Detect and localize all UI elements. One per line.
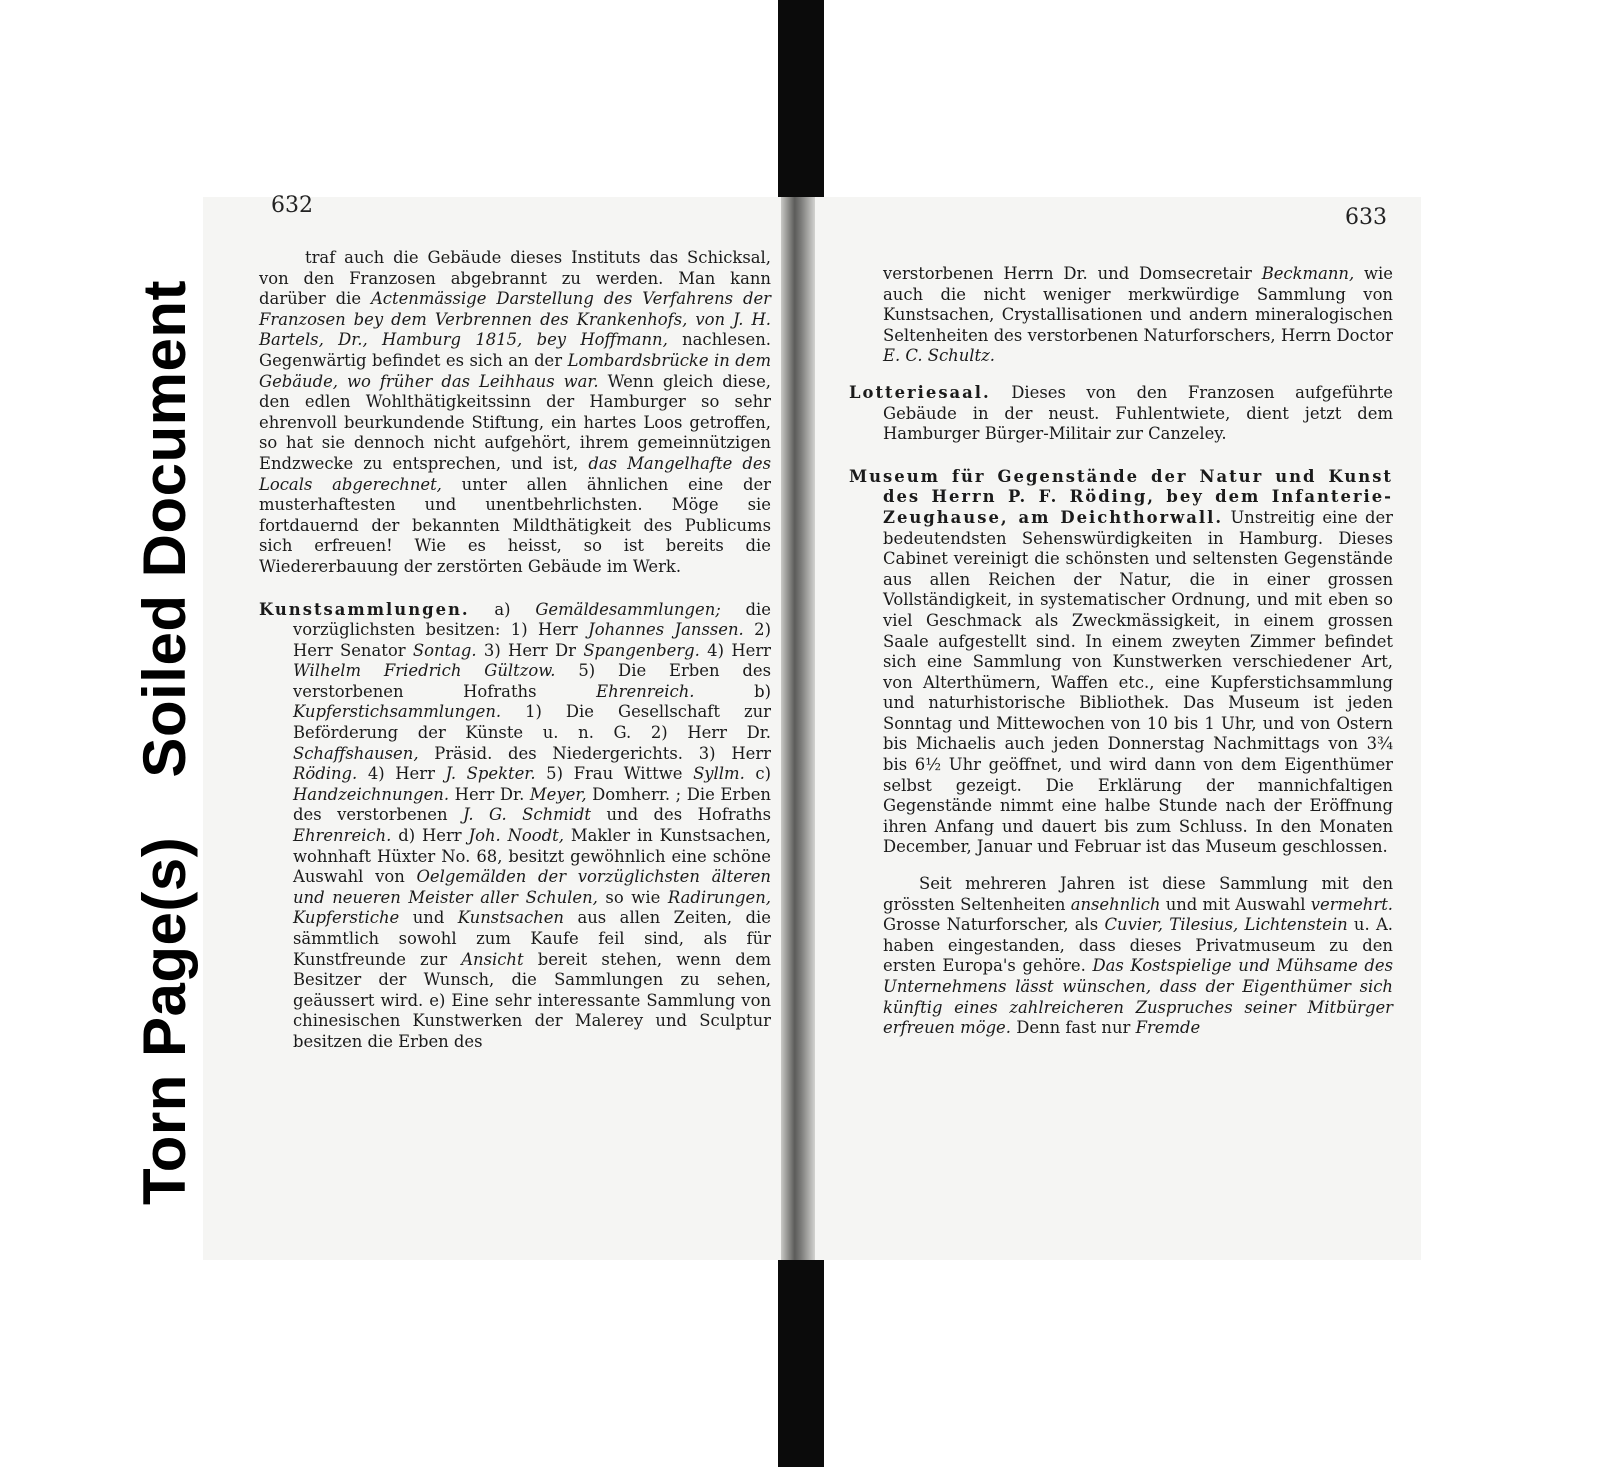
kunstsammlungen-body (293, 600, 771, 1051)
torn-pages-label: Torn Page(s) (131, 836, 198, 1205)
text-run: b) (694, 681, 771, 701)
italic-text-run: E. C. Schultz. (883, 346, 995, 366)
text-run: nachlesen. Gegenwärtig befindet es sich an der (259, 330, 771, 370)
italic-text-run: Kupferstichsammlungen. (293, 702, 502, 722)
italic-text-run: J. Spekter. (445, 764, 536, 784)
text-run: und (399, 908, 458, 928)
text-run: Domherr. ; Die Erben des verstorbenen (293, 784, 771, 825)
italic-text-run: Lombardsbrücke in dem Gebäude, wo früher das Leihhaus war. (259, 350, 772, 391)
text-run: a) (469, 599, 536, 619)
italic-text-run: Cuvier, Tilesius, Lichtenstein (1104, 915, 1348, 935)
italic-text-run: Ehrenreich. (596, 681, 695, 701)
text-run: 5) Die Erben des verstorbenen Hofraths (293, 661, 771, 701)
heading-kunstsammlungen: Kunstsammlungen. (259, 599, 470, 619)
italic-text-run: Gemäldesammlungen; (535, 599, 721, 619)
italic-text-run: Ansicht (461, 949, 524, 969)
right-page (815, 197, 1421, 1260)
page-number-right: 633 (1345, 205, 1387, 230)
text-run: Präsid. des Niedergerichts. 3) Herr (418, 743, 771, 763)
text-run: Dieses von den Franzosen aufgeführte Gebäude in der neust. Fuhlentwiete, dient jetzt dem Hamburger Bürger-Militair zur Canzeley. (883, 382, 1393, 444)
italic-text-run: Röding. (293, 764, 358, 784)
text-run: wie auch die nicht weniger merkwürdige Sammlung von Kunstsachen, Crystallisationen und andern mineralogischen Seltenheiten des verstorbenen Naturforschers, Herrn Doctor (883, 264, 1393, 345)
heading-lotteriesaal: Lotteriesaal. (849, 382, 991, 402)
left-page-text (259, 248, 771, 1053)
italic-text-run: das Mangelhafte des Locals abgerechnet, (259, 453, 771, 494)
text-run: verstorbenen Herrn Dr. und Domsecretair (883, 264, 1262, 283)
text-run: traf auch die Gebäude dieses Instituts das Schicksal, von den Franzosen abgebrannt zu werden. Man kann darüber die (259, 248, 771, 309)
right-page-text (849, 264, 1393, 1039)
text-run: unter allen ähnlichen eine der musterhaftesten und unentbehrlichsten. Möge sie fortdauernd der bekannten Mildthätigkeit des Publicums sich erfreuen! Wie es heisst, so ist bereits die Wiedererbauung der zerstörten Gebäude im Werk. (259, 474, 771, 576)
italic-text-run: Syllm. (693, 764, 745, 784)
text-run: u. A. haben eingestanden, dass dieses Privatmuseum zu den ersten Europa's gehöre. (883, 915, 1393, 976)
paragraph-lotteriesaal (849, 383, 1393, 445)
text-run: bereit stehen, wenn dem Besitzer der Wunsch, die Sammlungen zu sehen, geäussert wird. e) Eine sehr interessante Sammlung von chinesischen Kunstwerken der Malerey und Sculptur besitzen die Erben des (293, 949, 771, 1051)
text-run: 1) Die Gesellschaft zur Beförderung der Künste u. n. G. 2) Herr Dr. (293, 702, 771, 743)
text-run: die vorzüglichsten besitzen: 1) Herr (293, 599, 771, 640)
book-spread (203, 193, 1421, 1260)
italic-text-run: vermehrt. (1310, 894, 1393, 914)
italic-text-run: Sontag. (412, 640, 477, 660)
text-run: 3) Herr Dr (476, 640, 584, 660)
text-run: Makler in Kunstsachen, wohnhaft Hüxter No. 68, besitzt gewöhnlich eine schöne Auswahl von (293, 826, 771, 887)
paragraph-seit-mehreren (849, 874, 1393, 1039)
text-run: Seit mehreren Jahren ist diese Sammlung mit den grössten Seltenheiten (883, 874, 1393, 914)
italic-text-run: Schaffshausen, (293, 743, 419, 763)
paragraph-museum (849, 467, 1393, 858)
italic-text-run: Oelgemälden der vorzüglichsten älteren und neueren Meister aller Schulen, (293, 867, 771, 907)
paragraph-krankenhof (259, 248, 771, 578)
binding-strip-bottom (778, 1250, 824, 1467)
italic-text-run: Handzeichnungen. (293, 784, 450, 804)
paragraph-kunstsammlungen (259, 600, 771, 1053)
italic-text-run: Wilhelm Friedrich Gültzow. (293, 661, 556, 681)
text-run: aus allen Zeiten, die sämmtlich sowohl zum Kaufe feil sind, als für Kunstfreunde zur (293, 908, 771, 969)
italic-text-run: Joh. Noodt, (468, 826, 564, 846)
text-run: Grosse Naturforscher, als (883, 915, 1105, 935)
text-run: d) Herr (391, 826, 469, 846)
text-run: 5) Frau Wittwe (535, 764, 694, 784)
soiled-document-label: Soiled Document (131, 280, 198, 778)
text-run: 4) Herr (699, 640, 771, 660)
text-run: c) (744, 764, 771, 784)
stamp-label (130, 245, 199, 1205)
heading-museum: Museum für Gegenstände der Natur und Kunst des Herrn P. F. Röding, bey dem Infanterie-Zeughause, am Deichthorwall. (849, 466, 1393, 527)
text-run: Wenn gleich diese, den edlen Wohlthätigkeitssinn der Hamburger so sehr ehrenvoll beurkundende Stiftung, ein hartes Loos getroffen, so hat sie dennoch nicht aufgehört, ihrem gemeinnützigen Endzwecke zu entsprechen, und ist, (259, 371, 771, 473)
text-run: und des Hofraths (591, 805, 771, 825)
text-run: so wie (597, 887, 668, 907)
italic-text-run: J. G. Schmidt (463, 805, 592, 825)
italic-text-run: Spangenberg. (583, 640, 700, 660)
paragraph-continuation (849, 264, 1393, 367)
text-run: Denn fast nur (1010, 1018, 1136, 1038)
left-page (203, 193, 781, 1260)
museum-body (883, 508, 1393, 857)
italic-text-run: ansehnlich (1070, 894, 1161, 914)
text-run: 2) Herr Senator (293, 620, 771, 660)
gutter-fold (781, 197, 815, 1260)
italic-text-run: Das Kostspielige und Mühsame des Unternehmens lässt wünschen, dass der Eigenthümer sich künftig eines zahlreicheren Zuspruches seiner Mitbürger erfreuen möge. (883, 956, 1394, 1038)
text-run: Unstreitig eine der bedeutendsten Sehenswürdigkeiten in Hamburg. Dieses Cabinet vereinigt die schönsten und seltensten Gegenstände aus allen Reichen der Natur, die in einer grossen Vollständigkeit, in systematischer Ordnung, und mit eben so viel Geschmack als Zweckmässigkeit, in einem grossen Saale aufgestellt sind. In einem zweyten Zimmer befindet sich eine Sammlung von Kunstwerken verschiedener Art, von Alterthümern, Waffen etc., eine Kupferstichsammlung und naturhistorische Bibliothek. Das Museum ist jeden Sonntag und Mittewochen von 10 bis 1 Uhr, und von Ostern bis Michaelis auch jeden Donnerstag Nachmittags von 3¾ bis 6½ Uhr geöffnet, und wird dann von dem Eigenthümer selbst gezeigt. Die Erklärung der mannichfaltigen Gegenstände nimmt eine halbe Stunde nach der Eröffnung ihren Anfang und dauert bis zum Schluss. In den Monaten December, Januar und Februar ist das Museum geschlossen. (883, 507, 1393, 857)
italic-text-run: Johannes Janssen. (588, 620, 744, 640)
text-run: Herr Dr. (449, 784, 530, 804)
page-number-left: 632 (271, 193, 313, 218)
italic-text-run: Actenmässige Darstellung des Verfahrens der Franzosen bey dem Verbrennen des Krankenhofs, von J. H. Bartels, Dr., Hamburg 1815, bey Hoffmann, (259, 289, 772, 350)
italic-text-run: Fremde (1135, 1018, 1201, 1038)
italic-text-run: Kunstsachen (457, 908, 564, 928)
italic-text-run: Radirungen, Kupferstiche (293, 887, 771, 928)
text-run: 4) Herr (357, 764, 446, 784)
binding-strip-top (778, 0, 824, 207)
italic-text-run: Meyer, (529, 784, 587, 804)
text-run: und mit Auswahl (1160, 894, 1311, 914)
italic-text-run: Ehrenreich. (293, 826, 392, 846)
italic-text-run: Beckmann, (1261, 264, 1355, 283)
